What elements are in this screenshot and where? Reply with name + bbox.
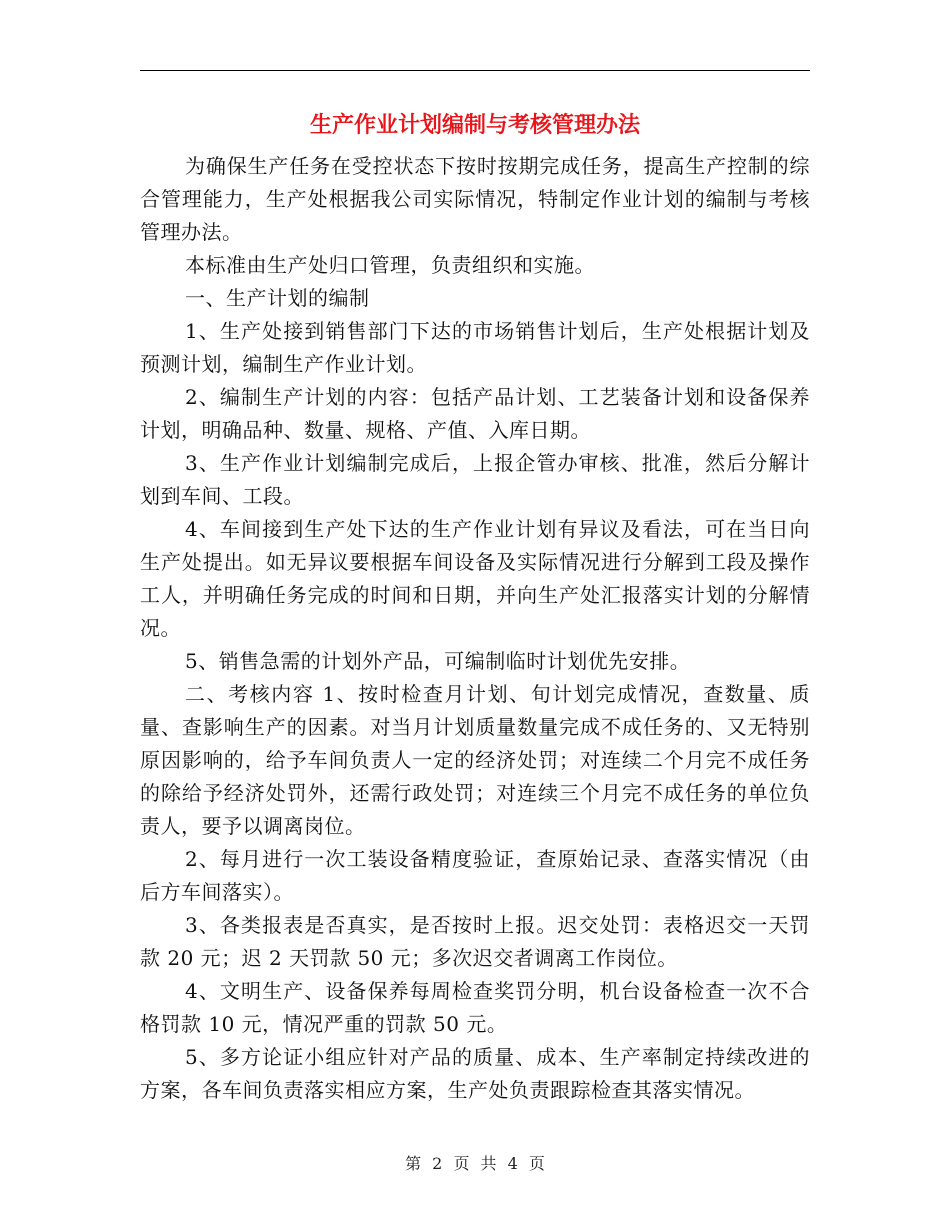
paragraph-assessment-1: 二、考核内容 1、按时检查月计划、旬计划完成情况，查数量、质量、查影响生产的因素。对当月计划质量数量完成不成任务的、又无特别原因影响的，给予车间负责人一定的经济处罚；对连续二个月完不成任务的除给予经济处罚外，还需行政处罚；对连续三个月完不成任务的单位负责人，要予以调离岗位。 — [140, 682, 810, 838]
paragraph-assessment-3: 3、各类报表是否真实，是否按时上报。迟交处罚：表格迟交一天罚款 20 元；迟 2 天罚款 50 元；多次迟交者调离工作岗位。 — [140, 913, 810, 970]
section-heading-plan: 一、生产计划的编制 — [185, 286, 370, 310]
paragraph-intro: 为确保生产任务在受控状态下按时按期完成任务，提高生产控制的综合管理能力，生产处根据我公司实际情况，特制定作业计划的编制与考核管理办法。 — [140, 154, 810, 244]
paragraph-assessment-4: 4、文明生产、设备保养每周检查奖罚分明，机台设备检查一次不合格罚款 10 元，情况严重的罚款 50 元。 — [140, 979, 810, 1036]
paragraph-plan-3: 3、生产作业计划编制完成后，上报企管办审核、批准，然后分解计划到车间、工段。 — [140, 451, 810, 508]
paragraph-plan-5: 5、销售急需的计划外产品，可编制临时计划优先安排。 — [185, 649, 691, 673]
paragraph-plan-2: 2、编制生产计划的内容：包括产品计划、工艺装备计划和设备保养计划，明确品种、数量、规格、产值、入库日期。 — [140, 385, 810, 442]
paragraph-assessment-5: 5、多方论证小组应针对产品的质量、成本、生产率制定持续改进的方案，各车间负责落实相应方案，生产处负责跟踪检查其落实情况。 — [140, 1045, 810, 1102]
header-rule — [140, 70, 810, 71]
document-title: 生产作业计划编制与考核管理办法 — [309, 113, 640, 138]
page-number: 第 2 页 共 4 页 — [405, 1154, 545, 1173]
document-body — [140, 150, 810, 1107]
paragraph-plan-1: 1、生产处接到销售部门下达的市场销售计划后，生产处根据计划及预测计划，编制生产作业计划。 — [140, 319, 810, 376]
paragraph-plan-4: 4、车间接到生产处下达的生产作业计划有异议及看法，可在当日向生产处提出。如无异议要根据车间设备及实际情况进行分解到工段及操作工人，并明确任务完成的时间和日期，并向生产处汇报落实计划的分解情况。 — [140, 517, 810, 640]
paragraph-responsibility: 本标准由生产处归口管理，负责组织和实施。 — [185, 253, 595, 277]
paragraph-assessment-2: 2、每月进行一次工装设备精度验证，查原始记录、查落实情况（由后方车间落实）。 — [140, 847, 810, 904]
